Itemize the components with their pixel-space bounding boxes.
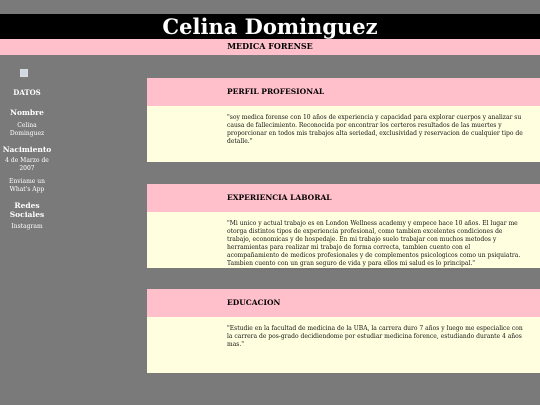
instagram-link[interactable]: Instagram xyxy=(11,223,43,230)
profession-subtitle: MEDICA FORENSE xyxy=(0,39,540,55)
birth-value: 4 de Marzo de 2007 xyxy=(5,157,49,172)
section-text-educacion: "Estudie en la facultad de medicina de la UBA, la carrera duro 7 años y luego me especialice con la carrera de pos-grado decidiendome por estudiar medicina forence, estudiando durante 4 años mas." xyxy=(147,317,540,373)
section-title-perfil: PERFIL PROFESIONAL xyxy=(147,78,540,106)
birth-label: Nacimiento xyxy=(2,145,52,154)
sidebar-section-title: DATOS xyxy=(13,88,41,97)
page-title: Celina Dominguez xyxy=(0,14,540,39)
whatsapp-link[interactable]: Enviame un What's App xyxy=(8,178,45,193)
name-label: Nombre xyxy=(10,108,44,117)
section-title-educacion: EDUCACION xyxy=(147,289,540,317)
section-text-perfil: "soy medica forense con 10 años de experiencia y capacidad para explorar cuerpos y analizar su causa de fallecimiento. Reconocida por encontrar los certeros resultados de las muertes y proporcionar en todos mis trabajos alta seriedad, exclusividad y reservacion de cualquier tipo de detalle." xyxy=(147,106,540,162)
name-value: Celina Dominguez xyxy=(9,122,45,137)
social-label: Redes Sociales xyxy=(9,201,45,219)
section-text-experiencia: "Mi unico y actual trabajo es en London Wellness academy y empece hace 10 años. El lugar me otorga distintos tipos de experiencia profesional, como tambien excelentes condiciones de trabajo, economicas y de hospedaje. En mi trabajo suelo trabajar con muchos metodos y herramientas para realizar mi trabajo de forma correcta, tambien cuento con el acompañamiento de medicos profesionales y de complementos psicologicos como un psiquiatra. Tambien cuento con un gran seguro de vida y para ellos mi salud es lo principal." xyxy=(147,212,540,268)
section-title-experiencia: EXPERIENCIA LABORAL xyxy=(147,184,540,212)
broken-image-icon xyxy=(20,69,28,77)
